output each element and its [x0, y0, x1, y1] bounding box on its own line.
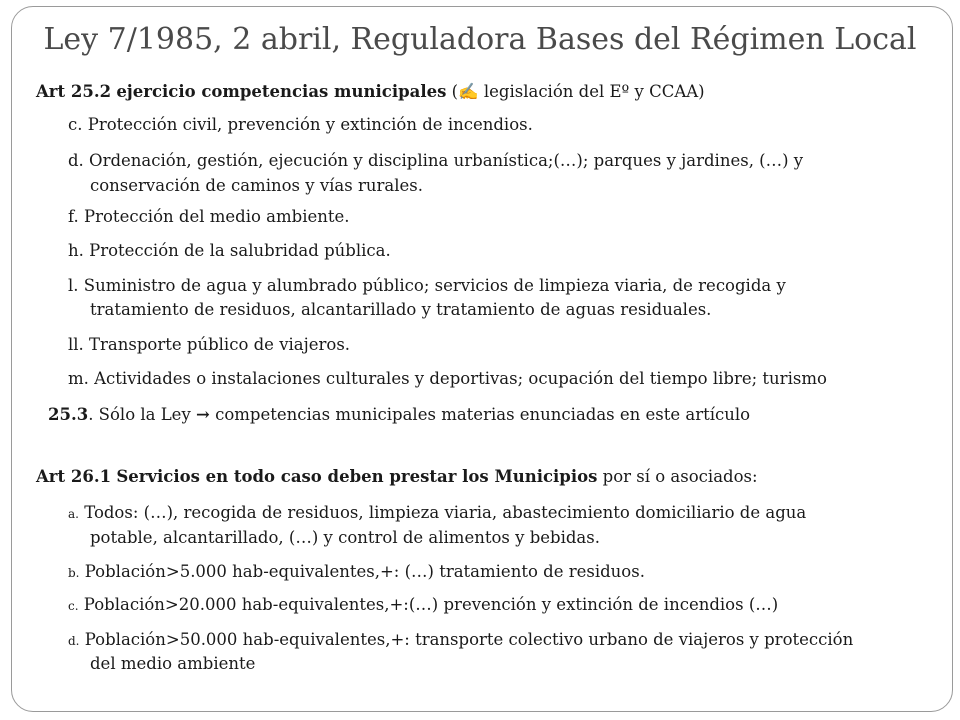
art26-item-a	[68, 503, 806, 524]
paren-open: (	[451, 82, 459, 101]
art26-item-d-cont: del medio ambiente	[90, 654, 256, 673]
note-text-b: competencias municipales materias enunciadas en este artículo	[209, 405, 751, 424]
art26-item-d	[68, 630, 853, 651]
art26-item-b	[68, 562, 645, 583]
art26-heading	[36, 467, 758, 487]
art25-item-l: l. Suministro de agua y alumbrado público; servicios de limpieza viaria, de recogida y	[68, 276, 786, 295]
art25-3-number: 25.3	[48, 405, 89, 424]
art25-item-m: m. Actividades o instalaciones culturales y deportivas; ocupación del tiempo libre; turismo	[68, 369, 827, 388]
art25-item-d-cont: conservación de caminos y vías rurales.	[90, 176, 423, 195]
art26-title: Servicios en todo caso deben prestar los Municipios	[116, 467, 598, 486]
right-arrow-icon: →	[196, 405, 210, 424]
art26-rest: por sí o asociados:	[597, 467, 758, 486]
art25-item-c: c. Protección civil, prevención y extinción de incendios.	[68, 115, 533, 134]
art25-item-ll: ll. Transporte público de viajeros.	[68, 335, 351, 354]
item-text: Todos: (…), recogida de residuos, limpieza viaria, abastecimiento domiciliario de agua	[78, 503, 807, 522]
item-label: d.	[68, 634, 80, 648]
art25-heading	[36, 82, 705, 102]
art26-item-c	[68, 595, 778, 616]
art25-3-note	[48, 405, 750, 425]
item-text: Población>50.000 hab-equivalentes,+: transporte colectivo urbano de viajeros y protección	[79, 630, 854, 649]
art25-item-d: d. Ordenación, gestión, ejecución y disciplina urbanística;(…); parques y jardines, (…) y	[68, 151, 804, 170]
art25-legislation: legislación del Eº y CCAA)	[478, 82, 705, 101]
art25-item-f: f. Protección del medio ambiente.	[68, 207, 350, 226]
art25-item-l-cont: tratamiento de residuos, alcantarillado y tratamiento de aguas residuales.	[90, 300, 712, 319]
item-label: b.	[68, 566, 80, 580]
slide-title: Ley 7/1985, 2 abril, Reguladora Bases del Régimen Local	[43, 22, 917, 57]
note-text-a: . Sólo la Ley	[88, 405, 197, 424]
item-text: Población>5.000 hab-equivalentes,+: (…) tratamiento de residuos.	[79, 562, 645, 581]
art26-item-a-cont: potable, alcantarillado, (…) y control de alimentos y bebidas.	[90, 528, 600, 547]
item-label: c.	[68, 599, 79, 613]
art25-item-h: h. Protección de la salubridad pública.	[68, 241, 391, 260]
art25-number: Art 25.2	[36, 82, 112, 101]
art25-title: ejercicio competencias municipales	[116, 82, 447, 101]
writing-hand-icon: ✍	[458, 82, 479, 101]
item-label: a.	[68, 507, 79, 521]
item-text: Población>20.000 hab-equivalentes,+:(…) prevención y extinción de incendios (…)	[78, 595, 779, 614]
art26-number: Art 26.1	[36, 467, 112, 486]
